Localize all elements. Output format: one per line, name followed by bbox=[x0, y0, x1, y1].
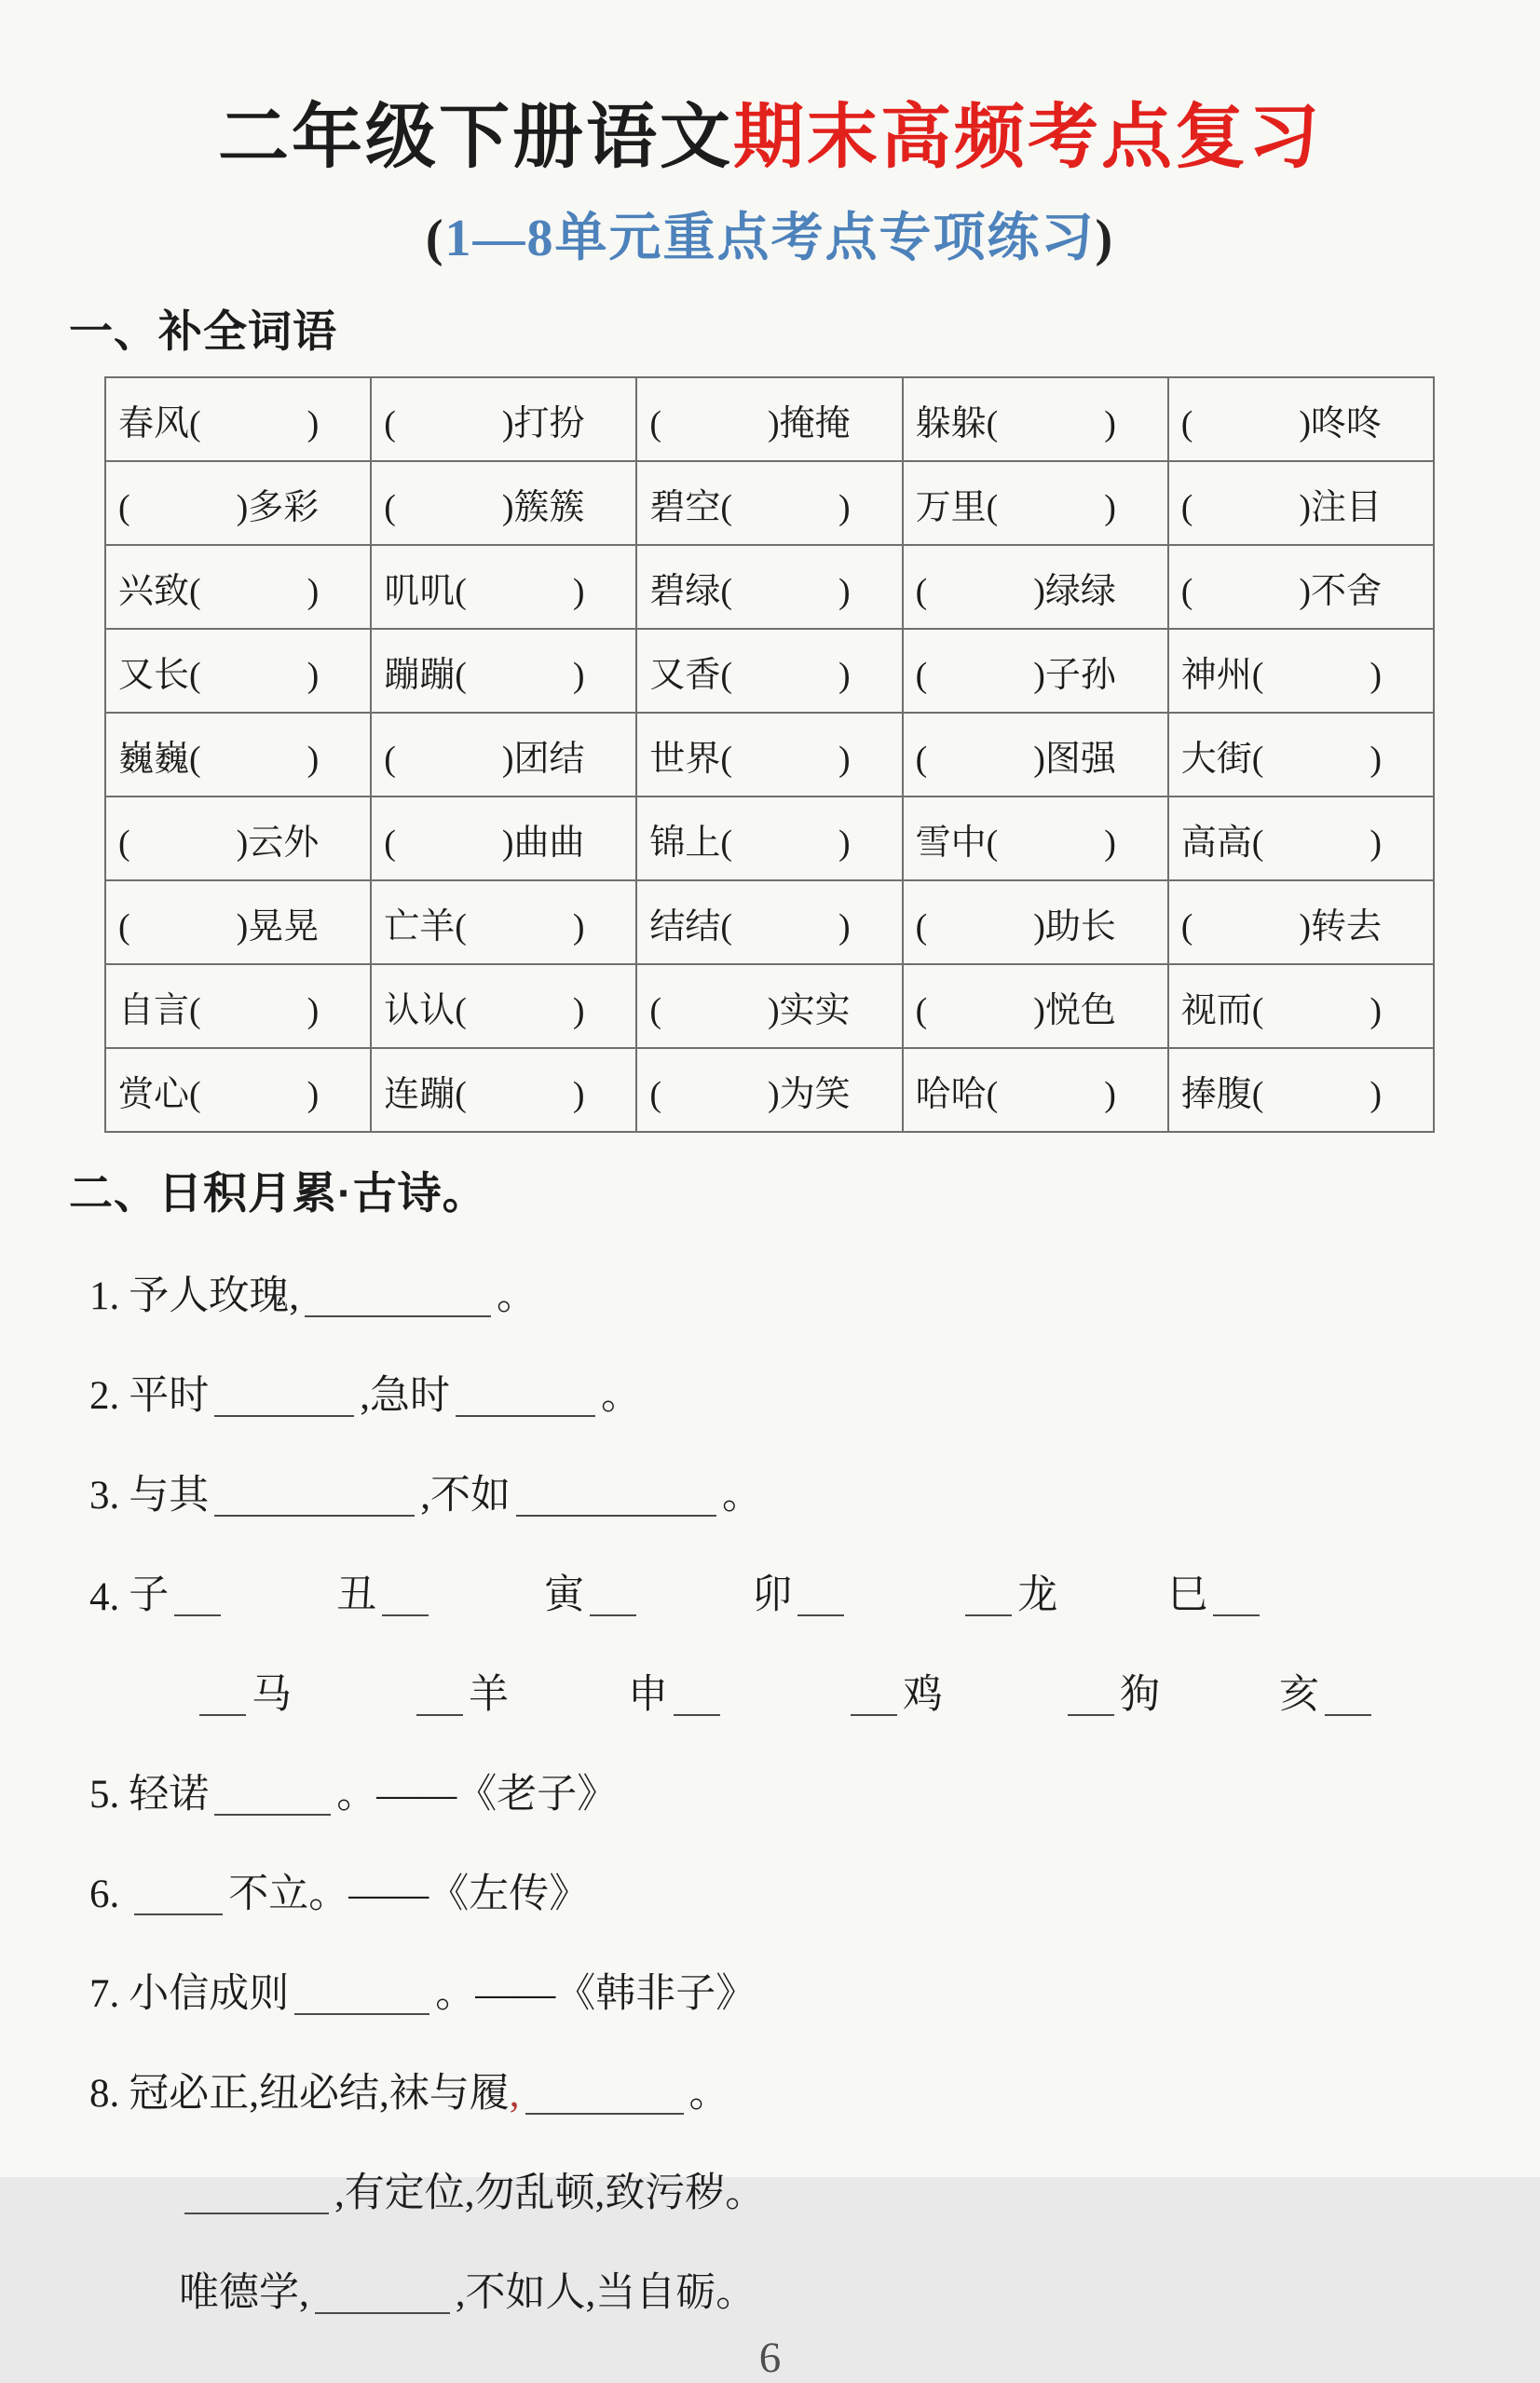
zodiac-pair bbox=[129, 1563, 226, 1620]
word-cell: ( )云外 bbox=[105, 797, 371, 880]
word-cell: 捧腹( ) bbox=[1168, 1048, 1434, 1132]
word-completion-table bbox=[104, 376, 1435, 1133]
word-cell: ( )转去 bbox=[1168, 880, 1434, 964]
zodiac-pair bbox=[194, 1663, 292, 1720]
zodiac-pair bbox=[1167, 1563, 1265, 1620]
zodiac-char: 子 bbox=[129, 1573, 170, 1617]
word-cell: ( )注目 bbox=[1168, 461, 1434, 545]
answer-blank bbox=[184, 2177, 329, 2215]
item-number: 3. bbox=[89, 1474, 120, 1518]
exercise-item-4-line1 bbox=[89, 1563, 1540, 1620]
item-number: 4. bbox=[89, 1575, 120, 1619]
exercise-item-6 bbox=[89, 1862, 1540, 1919]
item-text: 不立。——《左传》 bbox=[228, 1872, 590, 1916]
zodiac-char: 羊 bbox=[469, 1673, 509, 1717]
zodiac-pair bbox=[411, 1663, 509, 1720]
item-text: 唯德学, bbox=[179, 2271, 309, 2315]
exercise-item-4-line2 bbox=[194, 1663, 1540, 1720]
zodiac-char: 鸡 bbox=[903, 1673, 943, 1717]
item-number: 6. bbox=[89, 1872, 120, 1916]
word-cell: ( )曲曲 bbox=[371, 797, 636, 880]
word-cell: ( )团结 bbox=[371, 713, 636, 797]
exercise-item-5 bbox=[89, 1763, 1540, 1819]
exercise-item-8-line1 bbox=[89, 2062, 1540, 2118]
word-cell: ( )为笑 bbox=[636, 1048, 902, 1132]
item-text: ,不如 bbox=[420, 1474, 511, 1518]
word-cell: ( )晃晃 bbox=[105, 880, 371, 964]
table-row bbox=[105, 377, 1434, 461]
word-cell: 碧绿( ) bbox=[636, 545, 902, 629]
subtitle-text: 1—8单元重点考点专项练习 bbox=[444, 210, 1096, 267]
word-cell: 高高( ) bbox=[1168, 797, 1434, 880]
word-cell: ( )多彩 bbox=[105, 461, 371, 545]
page-subtitle bbox=[0, 197, 1540, 271]
table-row bbox=[105, 461, 1434, 545]
item-text: 与其 bbox=[129, 1474, 210, 1518]
zodiac-char: 申 bbox=[628, 1673, 668, 1717]
table-row bbox=[105, 797, 1434, 880]
word-cell: 又香( ) bbox=[636, 629, 902, 713]
word-cell: ( )图强 bbox=[903, 713, 1168, 797]
word-cell: 又长( ) bbox=[105, 629, 371, 713]
answer-blank bbox=[851, 1679, 897, 1717]
item-text: 。——《老子》 bbox=[336, 1773, 618, 1817]
subtitle-open-paren: ( bbox=[425, 210, 445, 267]
word-cell: ( )实实 bbox=[636, 964, 902, 1048]
item-text: ,急时 bbox=[360, 1374, 450, 1418]
zodiac-pair bbox=[752, 1563, 850, 1620]
table-row bbox=[105, 880, 1434, 964]
item-text: 。 bbox=[497, 1274, 537, 1318]
answer-blank bbox=[214, 1479, 415, 1518]
exercise-list bbox=[89, 1264, 1540, 2318]
page-title bbox=[0, 0, 1540, 182]
zodiac-char: 巳 bbox=[1167, 1573, 1208, 1617]
zodiac-char: 龙 bbox=[1017, 1573, 1058, 1617]
word-cell: 自言( ) bbox=[105, 964, 371, 1048]
zodiac-pair bbox=[1062, 1663, 1160, 1720]
table-row bbox=[105, 629, 1434, 713]
zodiac-pair bbox=[845, 1663, 943, 1720]
word-cell: 叽叽( ) bbox=[371, 545, 636, 629]
title-black-part: 二年级下册语文 bbox=[218, 99, 733, 177]
zodiac-char: 狗 bbox=[1120, 1673, 1160, 1717]
word-cell: 亡羊( ) bbox=[371, 880, 636, 964]
exercise-item-8-line2 bbox=[179, 2161, 1540, 2218]
answer-blank bbox=[456, 1380, 595, 1418]
word-cell: 哈哈( ) bbox=[903, 1048, 1168, 1132]
item-text: 。 bbox=[688, 2072, 729, 2116]
item-text: 平时 bbox=[129, 1374, 210, 1418]
word-cell: 连蹦( ) bbox=[371, 1048, 636, 1132]
word-cell: ( )掩掩 bbox=[636, 377, 902, 461]
zodiac-pair bbox=[628, 1663, 726, 1720]
answer-blank bbox=[525, 2077, 684, 2116]
item-number: 2. bbox=[89, 1374, 120, 1418]
word-cell: ( )打扮 bbox=[371, 377, 636, 461]
table-row bbox=[105, 545, 1434, 629]
word-cell: 世界( ) bbox=[636, 713, 902, 797]
item-text: 。 bbox=[722, 1474, 762, 1518]
exercise-item-7 bbox=[89, 1962, 1540, 2019]
zodiac-char: 丑 bbox=[336, 1573, 377, 1617]
zodiac-char: 马 bbox=[252, 1673, 292, 1717]
word-cell: 认认( ) bbox=[371, 964, 636, 1048]
zodiac-char: 寅 bbox=[544, 1573, 585, 1617]
answer-blank bbox=[174, 1579, 221, 1617]
section1-heading: 一、补全词语 bbox=[69, 306, 337, 356]
word-cell: 万里( ) bbox=[903, 461, 1168, 545]
item-text: ,有定位,勿乱顿,致污秽。 bbox=[334, 2172, 766, 2215]
answer-blank bbox=[382, 1579, 429, 1617]
red-comma: , bbox=[509, 2072, 520, 2116]
word-cell: 春风( ) bbox=[105, 377, 371, 461]
word-cell: 碧空( ) bbox=[636, 461, 902, 545]
item-text: ,不如人,当自砺。 bbox=[455, 2271, 756, 2315]
item-number: 1. bbox=[89, 1274, 120, 1318]
item-number: 8. bbox=[89, 2072, 120, 2116]
zodiac-char: 亥 bbox=[1279, 1673, 1319, 1717]
answer-blank bbox=[1325, 1679, 1371, 1717]
item-text: 予人玫瑰, bbox=[129, 1274, 299, 1318]
table-row bbox=[105, 1048, 1434, 1132]
table-row bbox=[105, 964, 1434, 1048]
answer-blank bbox=[134, 1878, 223, 1916]
zodiac-pair bbox=[1279, 1663, 1377, 1720]
answer-blank bbox=[315, 2277, 450, 2315]
word-cell: ( )悦色 bbox=[903, 964, 1168, 1048]
answer-blank bbox=[214, 1778, 331, 1817]
item-text: 冠必正,纽必结,袜与履 bbox=[129, 2072, 510, 2116]
word-cell: 结结( ) bbox=[636, 880, 902, 964]
exercise-item-8-line3 bbox=[179, 2261, 1540, 2318]
answer-blank bbox=[674, 1679, 720, 1717]
page-number: 6 bbox=[758, 2334, 782, 2382]
word-cell: 躲躲( ) bbox=[903, 377, 1168, 461]
table-row bbox=[105, 713, 1434, 797]
answer-blank bbox=[797, 1579, 844, 1617]
word-cell: 神州( ) bbox=[1168, 629, 1434, 713]
word-cell: ( )不舍 bbox=[1168, 545, 1434, 629]
word-cell: ( )簇簇 bbox=[371, 461, 636, 545]
zodiac-char: 卯 bbox=[752, 1573, 793, 1617]
answer-blank bbox=[1213, 1579, 1260, 1617]
subtitle-close-paren: ) bbox=[1095, 210, 1115, 267]
zodiac-pair bbox=[960, 1563, 1057, 1620]
title-red-part: 期末高频考点复习 bbox=[733, 99, 1322, 177]
zodiac-pair bbox=[336, 1563, 434, 1620]
section2-heading: 二、日积月累·古诗。 bbox=[69, 1168, 487, 1218]
word-cell: ( )助长 bbox=[903, 880, 1168, 964]
answer-blank bbox=[199, 1679, 246, 1717]
zodiac-pair bbox=[544, 1563, 642, 1620]
word-cell: ( )子孙 bbox=[903, 629, 1168, 713]
word-cell: ( )咚咚 bbox=[1168, 377, 1434, 461]
word-cell: 兴致( ) bbox=[105, 545, 371, 629]
word-cell: 蹦蹦( ) bbox=[371, 629, 636, 713]
answer-blank bbox=[590, 1579, 636, 1617]
word-cell: ( )绿绿 bbox=[903, 545, 1168, 629]
item-number: 7. bbox=[89, 1972, 120, 2016]
answer-blank bbox=[294, 1978, 429, 2016]
answer-blank bbox=[965, 1579, 1012, 1617]
word-cell: 锦上( ) bbox=[636, 797, 902, 880]
word-cell: 巍巍( ) bbox=[105, 713, 371, 797]
exercise-item-2 bbox=[89, 1364, 1540, 1421]
answer-blank bbox=[305, 1280, 491, 1318]
word-cell: 赏心( ) bbox=[105, 1048, 371, 1132]
item-text: 。 bbox=[601, 1374, 641, 1418]
item-text: 。——《韩非子》 bbox=[435, 1972, 756, 2016]
answer-blank bbox=[1068, 1679, 1114, 1717]
item-number: 5. bbox=[89, 1773, 120, 1817]
word-cell: 雪中( ) bbox=[903, 797, 1168, 880]
exercise-item-1 bbox=[89, 1264, 1540, 1321]
word-cell: 大街( ) bbox=[1168, 713, 1434, 797]
answer-blank bbox=[214, 1380, 354, 1418]
answer-blank bbox=[516, 1479, 716, 1518]
word-cell: 视而( ) bbox=[1168, 964, 1434, 1048]
answer-blank bbox=[416, 1679, 463, 1717]
exercise-item-3 bbox=[89, 1464, 1540, 1520]
item-text: 轻诺 bbox=[129, 1773, 210, 1817]
item-text: 小信成则 bbox=[129, 1972, 290, 2016]
